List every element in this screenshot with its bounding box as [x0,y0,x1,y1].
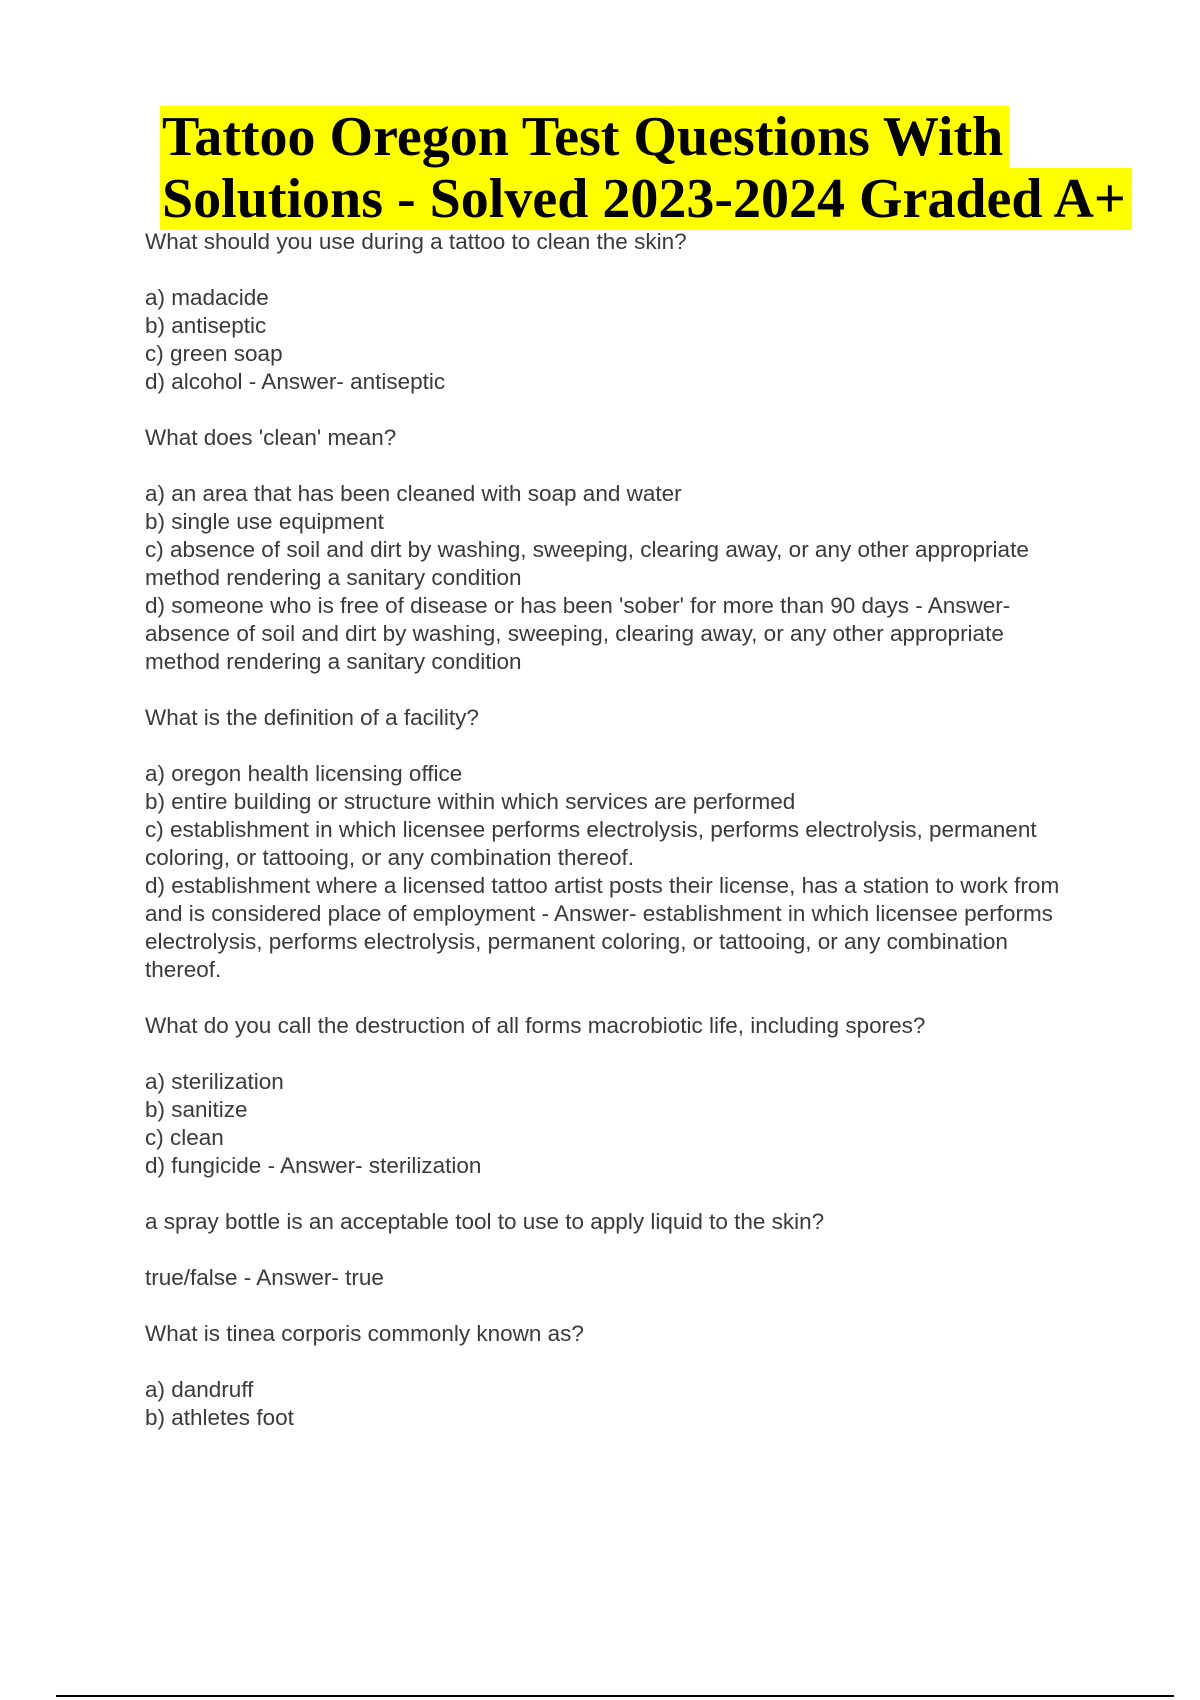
title-line-1: Tattoo Oregon Test Questions With [160,106,1009,168]
answer-options [145,1068,1085,1180]
answer-options [145,284,1085,396]
answer-option: d) someone who is free of disease or has been 'sober' for more than 90 days - Answer- absence of soil and dirt by washing, sweeping, clearing away, or any other appropriate method rendering a sanitary condition [145,593,1011,674]
question-list [145,228,1085,1460]
question-block [145,704,1085,984]
answer-option: b) sanitize [145,1097,248,1122]
answer-option: c) establishment in which licensee performs electrolysis, performs electrolysis, permanent coloring, or tattooing, or any combination thereof. [145,817,1037,870]
question-block [145,228,1085,396]
question-block [145,1320,1085,1432]
answer-option: d) establishment where a licensed tattoo artist posts their license, has a station to work from and is considered place of employment - Answer- establishment in which licensee performs electrolysis, performs electrolysis, permanent coloring, or tattooing, or any combination thereof. [145,873,1060,982]
answer-options [145,480,1085,676]
answer-options [145,1264,1085,1292]
answer-option: c) green soap [145,341,283,366]
answer-option: d) alcohol - Answer- antiseptic [145,369,446,394]
answer-option: c) absence of soil and dirt by washing, sweeping, clearing away, or any other appropriate method rendering a sanitary condition [145,537,1029,590]
answer-options [145,1376,1085,1432]
answer-option: d) fungicide - Answer- sterilization [145,1153,482,1178]
question-block [145,424,1085,676]
question-prompt: a spray bottle is an acceptable tool to use to apply liquid to the skin? [145,1209,825,1234]
answer-options [145,760,1085,984]
document-title [160,106,1150,230]
question-prompt: What is tinea corporis commonly known as? [145,1321,584,1346]
question-prompt: What should you use during a tattoo to clean the skin? [145,229,687,254]
answer-option: a) an area that has been cleaned with soap and water [145,481,682,506]
question-prompt: What is the definition of a facility? [145,705,479,730]
answer-option: b) entire building or structure within which services are performed [145,789,796,814]
question-prompt: What do you call the destruction of all forms macrobiotic life, including spores? [145,1013,926,1038]
answer-option: a) oregon health licensing office [145,761,463,786]
answer-option: a) dandruff [145,1377,254,1402]
title-line-2: Solutions - Solved 2023-2024 Graded A+ [160,168,1132,230]
footer-divider [56,1695,1174,1697]
question-prompt: What does 'clean' mean? [145,425,397,450]
answer-option: b) antiseptic [145,313,267,338]
answer-option: b) athletes foot [145,1405,294,1430]
answer-option: c) clean [145,1125,224,1150]
question-block [145,1208,1085,1292]
answer-option: a) madacide [145,285,269,310]
answer-option: a) sterilization [145,1069,284,1094]
answer-option: b) single use equipment [145,509,384,534]
question-block [145,1012,1085,1180]
answer-option: true/false - Answer- true [145,1265,384,1290]
